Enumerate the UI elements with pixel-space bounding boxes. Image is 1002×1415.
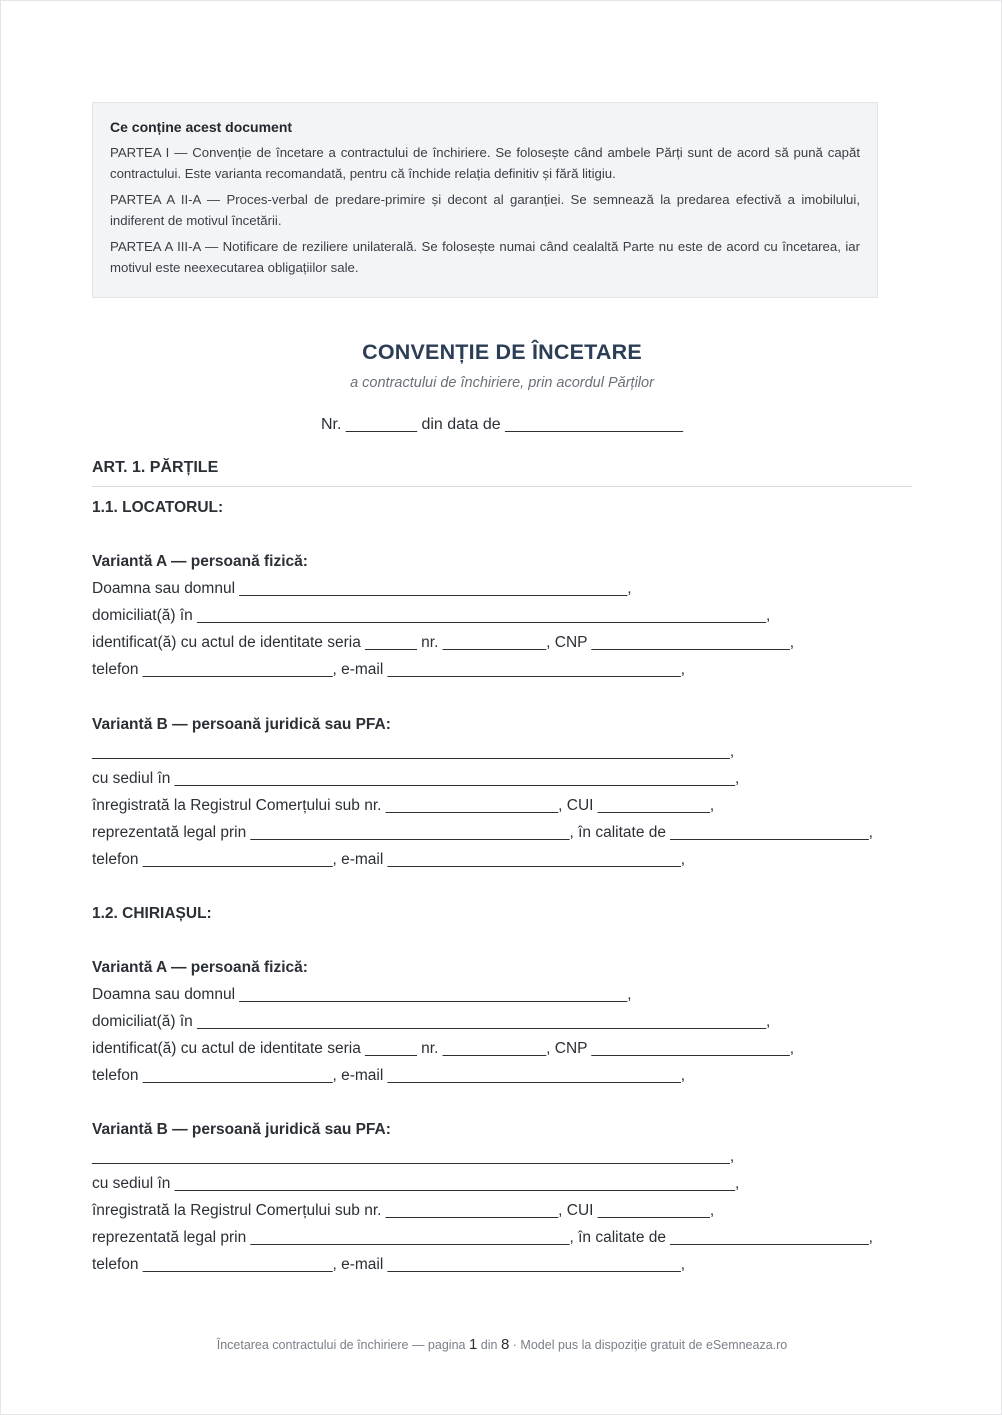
tenant-heading: 1.2. CHIRIAȘUL: <box>92 905 212 922</box>
address-field-line: domiciliat(ă) în __________________________________________________________________, <box>92 607 771 624</box>
footer-of-label: din <box>480 1338 498 1352</box>
contact-field-line: telefon ______________________, e-mail __________________________________, <box>92 1067 686 1084</box>
contact-field-line: telefon ______________________, e-mail __________________________________, <box>92 1256 686 1273</box>
tenant-variant-b <box>92 1116 922 1278</box>
locator-variant-b <box>92 711 922 873</box>
page-footer <box>1 1336 1002 1353</box>
legal-representative-field-line: reprezentată legal prin _____________________________________, în calitate de _______________________, <box>92 824 873 841</box>
tenant-variant-a <box>92 954 922 1089</box>
company-name-field-line: __________________________________________________________________________, <box>92 743 735 760</box>
document-contents-box <box>92 102 878 298</box>
address-field-line: domiciliat(ă) în __________________________________________________________________, <box>92 1013 771 1030</box>
footer-document-name: Încetarea contractului de închiriere — pagina <box>216 1338 466 1352</box>
contents-part-2: PARTEA A II-A — Proces-verbal de predare-primire și decont al garanției. Se semnează la predarea efectivă a imobilului, indiferent de motivul încetării. <box>110 192 860 228</box>
headquarters-field-line: cu sediul în _________________________________________________________________, <box>92 770 740 787</box>
contents-part-3: PARTEA A III-A — Notificare de reziliere unilaterală. Se folosește numai când cealaltă Parte nu este de acord cu încetarea, iar motivul este neexecutarea obligațiilor sale. <box>110 239 860 275</box>
document-subtitle: a contractului de închiriere, prin acordul Părților <box>350 375 654 391</box>
id-document-field-line: identificat(ă) cu actul de identitate seria ______ nr. ____________, CNP _______________________, <box>92 1040 795 1057</box>
article-divider <box>92 486 912 487</box>
variant-b-heading: Variantă B — persoană juridică sau PFA: <box>92 1121 391 1138</box>
locator-section <box>92 494 922 521</box>
name-field-line: Doamna sau domnul _____________________________________________, <box>92 580 632 597</box>
legal-representative-field-line: reprezentată legal prin _____________________________________, în calitate de _______________________, <box>92 1229 873 1246</box>
document-title: CONVENȚIE DE ÎNCETARE <box>362 340 642 364</box>
tenant-section <box>92 900 922 927</box>
contents-part-1: PARTEA I — Convenție de încetare a contractului de închiriere. Se folosește când ambele Părți sunt de acord să pună capăt contractului. Este varianta recomandată, pentru că închide relația definitiv și fără litigiu. <box>110 145 860 181</box>
registry-field-line: înregistrată la Registrul Comerțului sub nr. ____________________, CUI _____________, <box>92 797 715 814</box>
contact-field-line: telefon ______________________, e-mail __________________________________, <box>92 851 686 868</box>
variant-a-heading: Variantă A — persoană fizică: <box>92 553 308 570</box>
name-field-line: Doamna sau domnul _____________________________________________, <box>92 986 632 1003</box>
headquarters-field-line: cu sediul în _________________________________________________________________, <box>92 1175 740 1192</box>
document-number-date-line: Nr. ________ din data de ____________________ <box>320 416 684 433</box>
variant-a-heading: Variantă A — persoană fizică: <box>92 959 308 976</box>
contact-field-line: telefon ______________________, e-mail __________________________________, <box>92 661 686 678</box>
footer-page-number: 1 <box>468 1336 478 1353</box>
footer-total-pages: 8 <box>500 1336 510 1353</box>
variant-b-heading: Variantă B — persoană juridică sau PFA: <box>92 716 391 733</box>
footer-credit: · Model pus la dispoziție gratuit de eSemneaza.ro <box>512 1338 788 1352</box>
locator-heading: 1.1. LOCATORUL: <box>92 499 224 516</box>
id-document-field-line: identificat(ă) cu actul de identitate seria ______ nr. ____________, CNP _______________________, <box>92 634 795 651</box>
company-name-field-line: __________________________________________________________________________, <box>92 1148 735 1165</box>
locator-variant-a <box>92 548 922 683</box>
registry-field-line: înregistrată la Registrul Comerțului sub nr. ____________________, CUI _____________, <box>92 1202 715 1219</box>
contents-box-title: Ce conține acest document <box>110 119 293 135</box>
article-1-heading: ART. 1. PĂRȚILE <box>92 459 219 476</box>
